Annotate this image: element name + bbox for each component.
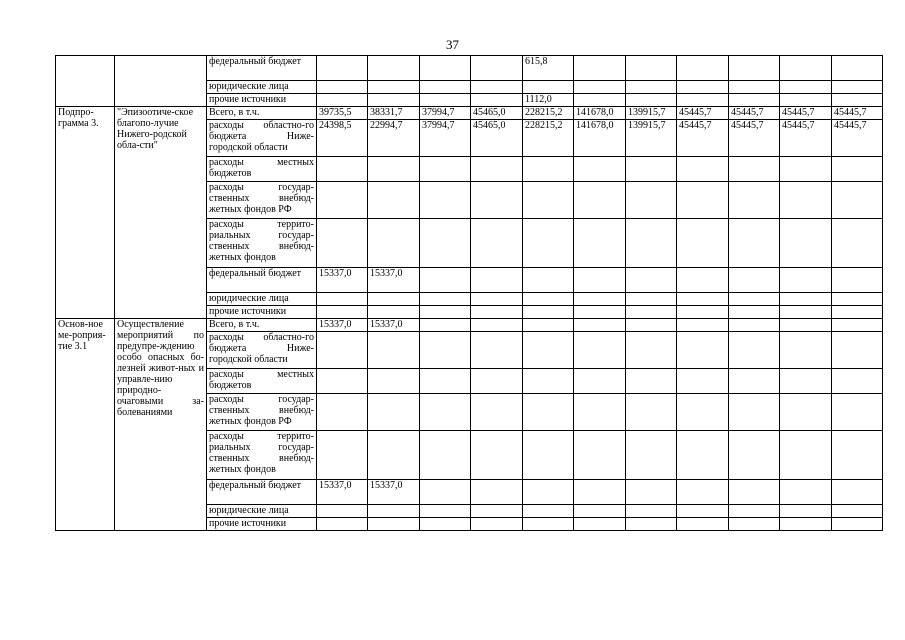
value-cell <box>420 293 471 306</box>
value-cell <box>677 182 729 219</box>
value-cell <box>317 94 368 107</box>
table-body <box>56 56 883 531</box>
value-cell <box>523 518 574 531</box>
value-cell <box>574 394 626 431</box>
value-cell <box>832 431 883 480</box>
value-cell <box>677 505 729 518</box>
value-cell <box>832 306 883 319</box>
table-row <box>56 56 883 81</box>
value-cell <box>317 332 368 369</box>
value-cell: 15337,0 <box>368 268 420 293</box>
value-cell <box>832 81 883 94</box>
value-cell: 37994,7 <box>420 120 471 157</box>
source-label: федеральный бюджет <box>207 268 317 293</box>
page-number: 37 <box>446 37 459 52</box>
value-cell: 15337,0 <box>317 480 368 505</box>
value-cell <box>832 518 883 531</box>
value-cell <box>780 505 832 518</box>
value-cell <box>368 394 420 431</box>
value-cell <box>832 332 883 369</box>
value-cell <box>317 56 368 81</box>
value-cell <box>523 293 574 306</box>
value-cell <box>626 332 677 369</box>
value-cell <box>368 157 420 182</box>
value-cell <box>420 56 471 81</box>
value-cell <box>420 219 471 268</box>
value-cell: 15337,0 <box>368 480 420 505</box>
source-label: Всего, в т.ч. <box>207 319 317 332</box>
value-cell <box>523 480 574 505</box>
value-cell <box>626 56 677 81</box>
value-cell: 45445,7 <box>677 107 729 120</box>
value-cell <box>574 369 626 394</box>
value-cell: 24398,5 <box>317 120 368 157</box>
value-cell <box>574 157 626 182</box>
source-label: расходы областно-го бюджета Ниже-городской области <box>207 332 317 369</box>
value-cell <box>729 268 780 293</box>
value-cell <box>471 306 523 319</box>
value-cell <box>677 56 729 81</box>
value-cell: 45445,7 <box>729 107 780 120</box>
value-cell: 39735,5 <box>317 107 368 120</box>
value-cell <box>780 157 832 182</box>
value-cell <box>677 219 729 268</box>
value-cell <box>677 293 729 306</box>
value-cell <box>368 505 420 518</box>
value-cell <box>523 319 574 332</box>
value-cell <box>626 81 677 94</box>
value-cell <box>317 182 368 219</box>
value-cell <box>523 182 574 219</box>
value-cell: 15337,0 <box>368 319 420 332</box>
value-cell <box>780 94 832 107</box>
value-cell <box>368 369 420 394</box>
value-cell <box>523 219 574 268</box>
source-label: Всего, в т.ч. <box>207 107 317 120</box>
value-cell <box>729 293 780 306</box>
value-cell <box>574 505 626 518</box>
value-cell <box>677 369 729 394</box>
value-cell <box>832 268 883 293</box>
value-cell <box>420 94 471 107</box>
value-cell <box>420 182 471 219</box>
value-cell <box>574 480 626 505</box>
value-cell <box>368 182 420 219</box>
value-cell <box>471 56 523 81</box>
value-cell <box>523 505 574 518</box>
value-cell <box>420 319 471 332</box>
source-label: расходы местных бюджетов <box>207 157 317 182</box>
value-cell <box>368 518 420 531</box>
value-cell <box>677 94 729 107</box>
source-label: прочие источники <box>207 518 317 531</box>
value-cell <box>471 81 523 94</box>
value-cell: 45445,7 <box>832 107 883 120</box>
value-cell <box>729 94 780 107</box>
value-cell <box>729 182 780 219</box>
value-cell <box>626 369 677 394</box>
value-cell <box>523 431 574 480</box>
value-cell <box>317 81 368 94</box>
value-cell <box>368 56 420 81</box>
value-cell <box>626 94 677 107</box>
table-row <box>56 319 883 332</box>
value-cell <box>729 81 780 94</box>
value-cell <box>729 505 780 518</box>
value-cell: 15337,0 <box>317 319 368 332</box>
value-cell <box>523 306 574 319</box>
value-cell <box>832 480 883 505</box>
source-label: юридические лица <box>207 505 317 518</box>
value-cell <box>523 332 574 369</box>
value-cell <box>471 431 523 480</box>
value-cell <box>677 518 729 531</box>
value-cell <box>420 369 471 394</box>
value-cell <box>523 369 574 394</box>
value-cell <box>574 268 626 293</box>
value-cell <box>368 81 420 94</box>
source-label: расходы областно-го бюджета Ниже-городской области <box>207 120 317 157</box>
value-cell <box>832 94 883 107</box>
value-cell <box>677 268 729 293</box>
value-cell <box>420 505 471 518</box>
value-cell <box>471 332 523 369</box>
value-cell <box>677 394 729 431</box>
value-cell: 38331,7 <box>368 107 420 120</box>
subprogram-title: "Эпизоотиче-ское благопо-лучие Нижего-родской обла-сти" <box>115 107 207 319</box>
value-cell <box>420 518 471 531</box>
value-cell <box>729 332 780 369</box>
value-cell <box>677 319 729 332</box>
value-cell <box>729 219 780 268</box>
value-cell: 139915,7 <box>626 120 677 157</box>
value-cell <box>574 332 626 369</box>
source-label: расходы террито-риальных государ-ственных внебюд-жетных фондов <box>207 219 317 268</box>
source-label: прочие источники <box>207 306 317 319</box>
value-cell <box>832 219 883 268</box>
value-cell <box>420 431 471 480</box>
value-cell: 22994,7 <box>368 120 420 157</box>
value-cell <box>677 431 729 480</box>
value-cell <box>626 505 677 518</box>
source-label: расходы террито-риальных государ-ственных внебюд-жетных фондов <box>207 431 317 480</box>
value-cell <box>471 505 523 518</box>
value-cell: 228215,2 <box>523 120 574 157</box>
value-cell <box>780 56 832 81</box>
value-cell <box>317 219 368 268</box>
value-cell <box>471 319 523 332</box>
source-label: юридические лица <box>207 293 317 306</box>
empty-cell <box>56 56 115 107</box>
value-cell <box>317 157 368 182</box>
value-cell <box>780 394 832 431</box>
value-cell <box>523 81 574 94</box>
value-cell <box>574 306 626 319</box>
value-cell <box>780 480 832 505</box>
value-cell <box>420 268 471 293</box>
value-cell <box>574 81 626 94</box>
value-cell <box>368 293 420 306</box>
value-cell <box>832 394 883 431</box>
value-cell: 37994,7 <box>420 107 471 120</box>
value-cell <box>471 480 523 505</box>
value-cell <box>574 56 626 81</box>
value-cell <box>420 480 471 505</box>
value-cell: 139915,7 <box>626 107 677 120</box>
value-cell <box>574 219 626 268</box>
source-label: юридические лица <box>207 81 317 94</box>
value-cell: 45445,7 <box>780 120 832 157</box>
value-cell: 45445,7 <box>729 120 780 157</box>
value-cell <box>420 332 471 369</box>
value-cell <box>317 505 368 518</box>
value-cell <box>471 369 523 394</box>
table-row <box>56 107 883 120</box>
value-cell <box>523 394 574 431</box>
value-cell <box>729 157 780 182</box>
value-cell <box>780 268 832 293</box>
value-cell <box>471 157 523 182</box>
value-cell <box>780 293 832 306</box>
value-cell <box>832 293 883 306</box>
value-cell: 45445,7 <box>780 107 832 120</box>
value-cell <box>523 268 574 293</box>
value-cell <box>780 319 832 332</box>
value-cell <box>729 518 780 531</box>
value-cell <box>832 56 883 81</box>
value-cell: 1112,0 <box>523 94 574 107</box>
value-cell <box>471 518 523 531</box>
value-cell <box>677 81 729 94</box>
value-cell: 228215,2 <box>523 107 574 120</box>
value-cell: 15337,0 <box>317 268 368 293</box>
source-label: федеральный бюджет <box>207 56 317 81</box>
value-cell <box>729 431 780 480</box>
value-cell <box>317 518 368 531</box>
value-cell: 45465,0 <box>471 107 523 120</box>
value-cell: 45445,7 <box>832 120 883 157</box>
value-cell <box>574 293 626 306</box>
value-cell <box>626 157 677 182</box>
value-cell <box>368 94 420 107</box>
value-cell <box>317 293 368 306</box>
value-cell <box>471 394 523 431</box>
value-cell <box>626 480 677 505</box>
value-cell <box>368 306 420 319</box>
value-cell <box>832 157 883 182</box>
subprogram-label: Подпро-грамма 3. <box>56 107 115 319</box>
value-cell <box>368 431 420 480</box>
value-cell <box>780 306 832 319</box>
value-cell <box>420 306 471 319</box>
source-label: расходы государ-ственных внебюд-жетных фондов РФ <box>207 394 317 431</box>
value-cell <box>832 505 883 518</box>
value-cell <box>677 480 729 505</box>
value-cell <box>420 394 471 431</box>
value-cell <box>471 293 523 306</box>
value-cell <box>626 431 677 480</box>
value-cell <box>626 518 677 531</box>
value-cell <box>780 219 832 268</box>
value-cell <box>574 431 626 480</box>
value-cell: 141678,0 <box>574 120 626 157</box>
value-cell <box>626 306 677 319</box>
value-cell <box>317 369 368 394</box>
value-cell <box>574 94 626 107</box>
value-cell <box>471 182 523 219</box>
value-cell <box>317 394 368 431</box>
source-label: прочие источники <box>207 94 317 107</box>
value-cell <box>729 56 780 81</box>
value-cell <box>677 306 729 319</box>
value-cell: 615,8 <box>523 56 574 81</box>
value-cell <box>626 293 677 306</box>
value-cell <box>471 219 523 268</box>
value-cell <box>832 182 883 219</box>
value-cell <box>780 81 832 94</box>
value-cell <box>574 518 626 531</box>
value-cell <box>368 219 420 268</box>
value-cell <box>832 369 883 394</box>
value-cell <box>729 369 780 394</box>
value-cell <box>523 157 574 182</box>
value-cell <box>626 394 677 431</box>
value-cell <box>677 332 729 369</box>
value-cell <box>780 182 832 219</box>
value-cell <box>574 319 626 332</box>
value-cell <box>420 81 471 94</box>
value-cell <box>780 369 832 394</box>
value-cell <box>626 319 677 332</box>
value-cell <box>471 268 523 293</box>
value-cell <box>626 268 677 293</box>
value-cell <box>729 480 780 505</box>
value-cell <box>368 332 420 369</box>
value-cell <box>780 332 832 369</box>
source-label: федеральный бюджет <box>207 480 317 505</box>
budget-table <box>55 55 883 531</box>
source-label: расходы местных бюджетов <box>207 369 317 394</box>
value-cell <box>677 157 729 182</box>
value-cell <box>626 219 677 268</box>
value-cell <box>729 319 780 332</box>
value-cell <box>420 157 471 182</box>
value-cell <box>832 319 883 332</box>
value-cell <box>780 431 832 480</box>
value-cell <box>780 518 832 531</box>
value-cell <box>729 306 780 319</box>
measure-title: Осуществление мероприятий по предупре-ждению особо опасных бо-лезней живот-ных и управле-нию природно-очаговыми за-болеваниями <box>115 319 207 531</box>
value-cell: 141678,0 <box>574 107 626 120</box>
value-cell <box>317 306 368 319</box>
value-cell <box>574 182 626 219</box>
value-cell: 45445,7 <box>677 120 729 157</box>
source-label: расходы государ-ственных внебюд-жетных фондов РФ <box>207 182 317 219</box>
measure-label: Основ-ное ме-роприя-тие 3.1 <box>56 319 115 531</box>
value-cell <box>626 182 677 219</box>
value-cell <box>317 431 368 480</box>
value-cell <box>729 394 780 431</box>
value-cell: 45465,0 <box>471 120 523 157</box>
empty-cell <box>115 56 207 107</box>
value-cell <box>471 94 523 107</box>
